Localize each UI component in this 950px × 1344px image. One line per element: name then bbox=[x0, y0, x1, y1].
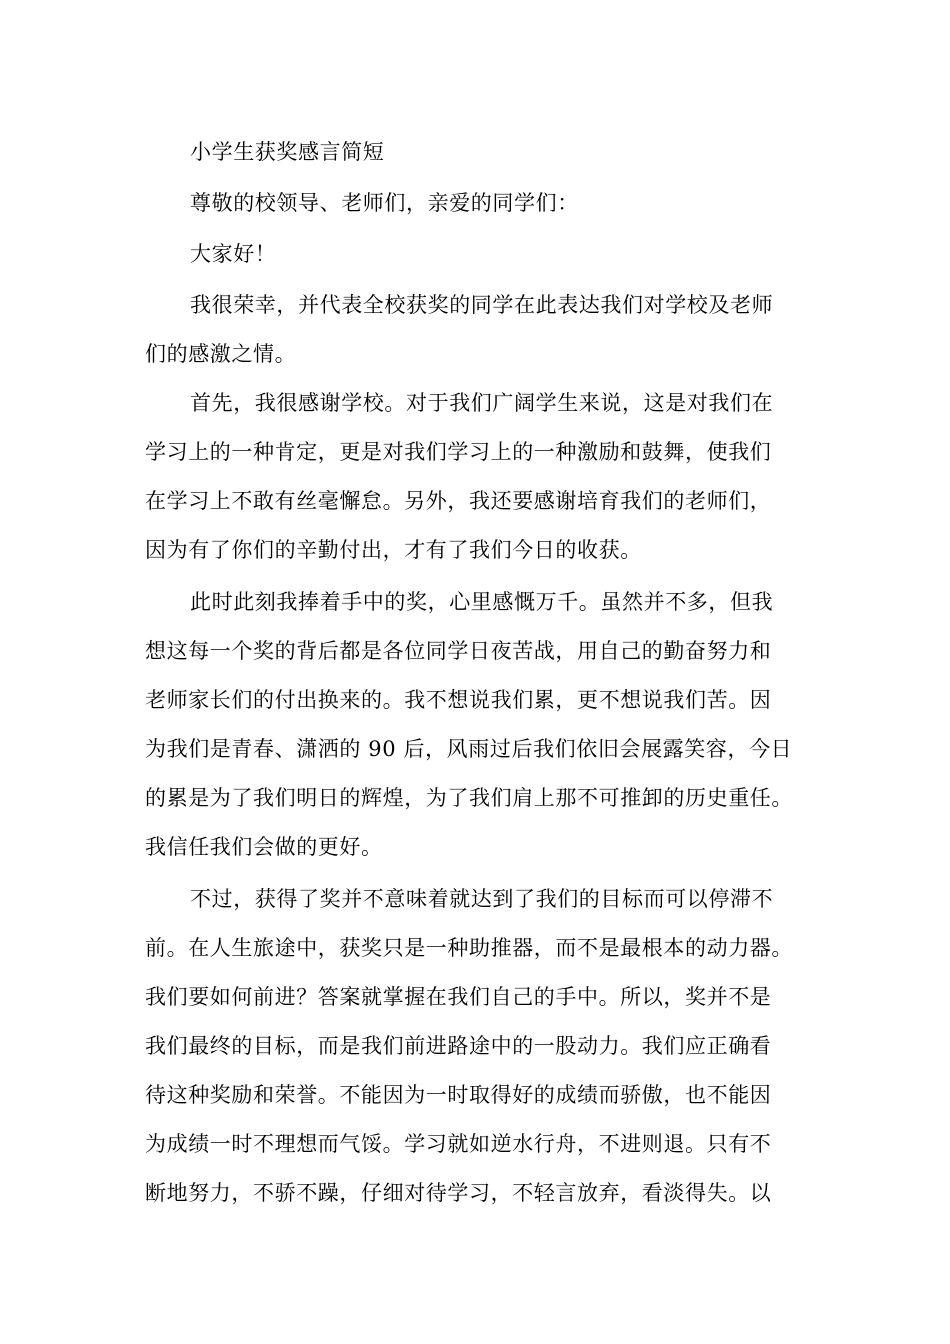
paragraph-line: 们的感激之情。 bbox=[145, 342, 297, 366]
paragraph-line: 为我们是青春、潇洒的 90 后，风雨过后我们依旧会展露笑容，今日 bbox=[145, 737, 793, 761]
paragraph-line: 待这种奖励和荣誉。不能因为一时取得好的成绩而骄傲，也不能因 bbox=[145, 1083, 772, 1107]
paragraph-line: 首先，我很感谢学校。对于我们广阔学生来说，这是对我们在 bbox=[190, 391, 774, 415]
paragraph-line: 我很荣幸，并代表全校获奖的同学在此表达我们对学校及老师 bbox=[190, 293, 774, 317]
paragraph-line: 因为有了你们的辛勤付出，才有了我们今日的收获。 bbox=[145, 538, 642, 562]
paragraph-line: 想这每一个奖的背后都是各位同学日夜苦战，用自己的勤奋努力和 bbox=[145, 639, 772, 663]
paragraph-line: 不过，获得了奖并不意味着就达到了我们的目标而可以停滞不 bbox=[190, 887, 774, 911]
paragraph-line: 我们最终的目标，而是我们前进路途中的一股动力。我们应正确看 bbox=[145, 1034, 772, 1058]
paragraph-line: 在学习上不敢有丝毫懈怠。另外，我还要感谢培育我们的老师们， bbox=[145, 489, 772, 513]
paragraph-line: 学习上的一种肯定，更是对我们学习上的一种激励和鼓舞，使我们 bbox=[145, 440, 772, 464]
greeting: 大家好！ bbox=[190, 242, 277, 266]
document-title: 小学生获奖感言简短 bbox=[190, 140, 385, 164]
paragraph-line: 前。在人生旅途中，获奖只是一种助推器，而不是最根本的动力器。 bbox=[145, 936, 793, 960]
paragraph-line: 为成绩一时不理想而气馁。学习就如逆水行舟，不进则退。只有不 bbox=[145, 1132, 772, 1156]
paragraph-line: 的累是为了我们明日的辉煌，为了我们肩上那不可推卸的历史重任。 bbox=[145, 786, 793, 810]
paragraph-line: 我信任我们会做的更好。 bbox=[145, 835, 383, 859]
paragraph-line: 此时此刻我捧着手中的奖，心里感慨万千。虽然并不多，但我 bbox=[190, 590, 774, 614]
paragraph-line: 我们要如何前进？答案就掌握在我们自己的手中。所以，奖并不是 bbox=[145, 985, 772, 1009]
paragraph-line: 老师家长们的付出换来的。我不想说我们累，更不想说我们苦。因 bbox=[145, 688, 772, 712]
salutation: 尊敬的校领导、老师们，亲爱的同学们： bbox=[190, 191, 579, 215]
paragraph-line: 断地努力，不骄不躁，仔细对待学习，不轻言放弃，看淡得失。以 bbox=[145, 1181, 772, 1205]
